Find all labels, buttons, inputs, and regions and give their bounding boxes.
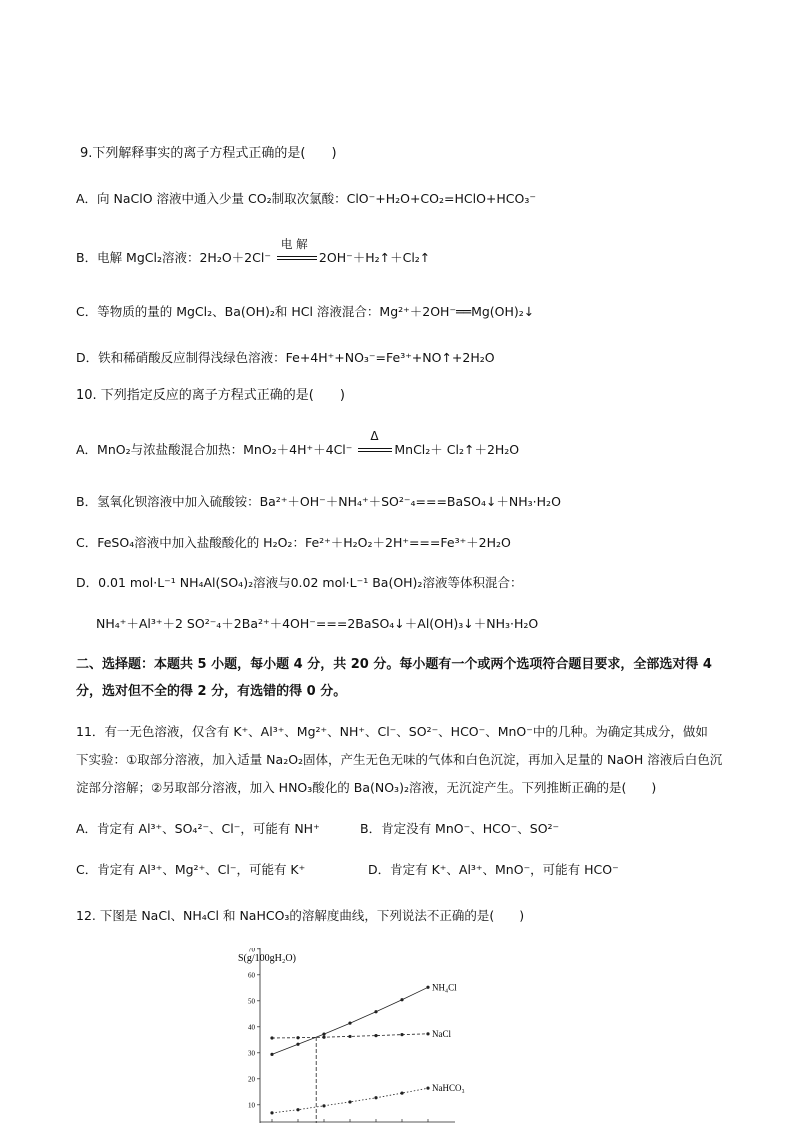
q9-option-b-text: B．电解 MgCl₂溶液：2H₂O＋2Cl⁻: [76, 250, 271, 265]
chart-series: [270, 982, 464, 1123]
q10-option-a-text: A．MnO₂与浓盐酸混合加热：MnO₂＋4H⁺＋4Cl⁻: [76, 442, 353, 457]
data-point: [426, 986, 429, 989]
data-point: [270, 1053, 273, 1056]
q10-option-d-equation: NH₄⁺＋Al³⁺＋2 SO²⁻₄＋2Ba²⁺＋4OH⁻===2BaSO₄↓＋Al(OH)₃↓＋NH₃·H₂O: [96, 616, 539, 631]
q10-option-d: D．0.01 mol·L⁻¹ NH₄Al(SO₄)₂溶液与0.02 mol·L⁻¹ Ba(OH)₂溶液等体积混合：: [76, 575, 523, 590]
data-point: [296, 1043, 299, 1046]
q10-option-b: B．氢氧化钡溶液中加入硫酸铵：Ba²⁺＋OH⁻＋NH₄⁺＋SO²⁻₄===BaSO₄↓＋NH₃·H₂O: [76, 494, 561, 509]
data-point: [348, 1022, 351, 1025]
data-point: [270, 1036, 273, 1039]
data-point: [374, 1010, 377, 1013]
data-point: [270, 1111, 273, 1114]
data-point: [348, 1035, 351, 1038]
y-tick-label: 60: [248, 971, 255, 980]
q12-stem: 12. 下图是 NaCl、NH₄Cl 和 NaHCO₃的溶解度曲线，下列说法不正确的是( ): [76, 908, 525, 923]
q9-option-c: C．等物质的量的 MgCl₂、Ba(OH)₂和 HCl 溶液混合：Mg²⁺＋2OH⁻══Mg(OH)₂↓: [76, 304, 535, 319]
q10-option-c: C．FeSO₄溶液中加入盐酸酸化的 H₂O₂：Fe²⁺＋H₂O₂＋2H⁺===Fe³⁺＋2H₂O: [76, 535, 511, 550]
data-point: [322, 1104, 325, 1107]
data-point: [322, 1036, 325, 1039]
section2-heading-line2: 分，选对但不全的得 2 分，有选错的得 0 分。: [76, 684, 347, 699]
chart-axes: [260, 948, 455, 1123]
q9-stem: 9.下列解释事实的离子方程式正确的是( ): [80, 146, 337, 161]
y-tick-label: 50: [248, 997, 255, 1006]
electrolysis-arrow: [275, 237, 319, 266]
q10-option-a: [76, 429, 520, 458]
y-axis-label: S(g/100gH₂O): [238, 953, 296, 964]
series-label: NaCl: [432, 1028, 451, 1039]
data-point: [374, 1034, 377, 1037]
q9-option-b: [76, 237, 431, 266]
heating-arrow: [356, 429, 394, 458]
q11-option-b: B．肯定没有 MnO⁻、HCO⁻、SO²⁻: [360, 821, 560, 836]
section2-heading-line1: 二、选择题：本题共 5 小题，每小题 4 分，共 20 分。每小题有一个或两个选项符合题目要求，全部选对得 4: [76, 657, 712, 672]
data-point: [400, 1092, 403, 1095]
data-point: [400, 1033, 403, 1036]
q9-option-a: A．向 NaClO 溶液中通入少量 CO₂制取次氯酸：ClO⁻+H₂O+CO₂=HClO+HCO₃⁻: [76, 191, 536, 206]
q11-option-a: A．肯定有 Al³⁺、SO₄²⁻、Cl⁻，可能有 NH⁺: [76, 821, 320, 836]
q10-option-a-condition: Δ: [370, 429, 379, 443]
data-point: [296, 1036, 299, 1039]
data-point: [322, 1032, 325, 1035]
series-label: NaHCO₃: [432, 1083, 465, 1094]
y-tick-label: 20: [248, 1075, 255, 1084]
data-point: [400, 998, 403, 1001]
q9-option-b-condition: 电 解: [280, 237, 308, 251]
series-label: NH₄Cl: [432, 982, 457, 993]
q11-option-d: D．肯定有 K⁺、Al³⁺、MnO⁻，可能有 HCO⁻: [368, 862, 619, 877]
data-point: [296, 1108, 299, 1111]
solubility-chart: [230, 948, 500, 1123]
q11-stem-line3: 淀部分溶解；②另取部分溶液，加入 HNO₃酸化的 Ba(NO₃)₂溶液，无沉淀产生。下列推断正确的是( ): [76, 780, 657, 795]
data-point: [348, 1100, 351, 1103]
q9-option-d: D．铁和稀硝酸反应制得浅绿色溶液：Fe+4H⁺+NO₃⁻=Fe³⁺+NO↑+2H₂O: [76, 350, 495, 365]
data-point: [426, 1032, 429, 1035]
q11-stem-line2: 下实验：①取部分溶液，加入适量 Na₂O₂固体，产生无色无味的气体和白色沉淀，再加入足量的 NaOH 溶液后白色沉: [76, 752, 723, 767]
q10-stem: 10. 下列指定反应的离子方程式正确的是( ): [76, 388, 345, 403]
y-tick-label: 30: [248, 1049, 255, 1058]
data-point: [374, 1096, 377, 1099]
series-line: [272, 987, 428, 1054]
y-tick-label: 40: [248, 1023, 255, 1032]
y-tick-label: 70: [248, 948, 255, 954]
q9-option-b-products: 2OH⁻＋H₂↑＋Cl₂↑: [318, 250, 431, 265]
q11-option-c: C．肯定有 Al³⁺、Mg²⁺、Cl⁻，可能有 K⁺: [76, 862, 306, 877]
y-tick-label: 10: [248, 1101, 255, 1110]
data-point: [426, 1087, 429, 1090]
q11-stem-line1: 11．有一无色溶液，仅含有 K⁺、Al³⁺、Mg²⁺、NH⁺、Cl⁻、SO²⁻、HCO⁻、MnO⁻中的几种。为确定其成分，做如: [76, 724, 708, 739]
q10-option-a-products: MnCl₂＋ Cl₂↑＋2H₂O: [394, 442, 520, 457]
